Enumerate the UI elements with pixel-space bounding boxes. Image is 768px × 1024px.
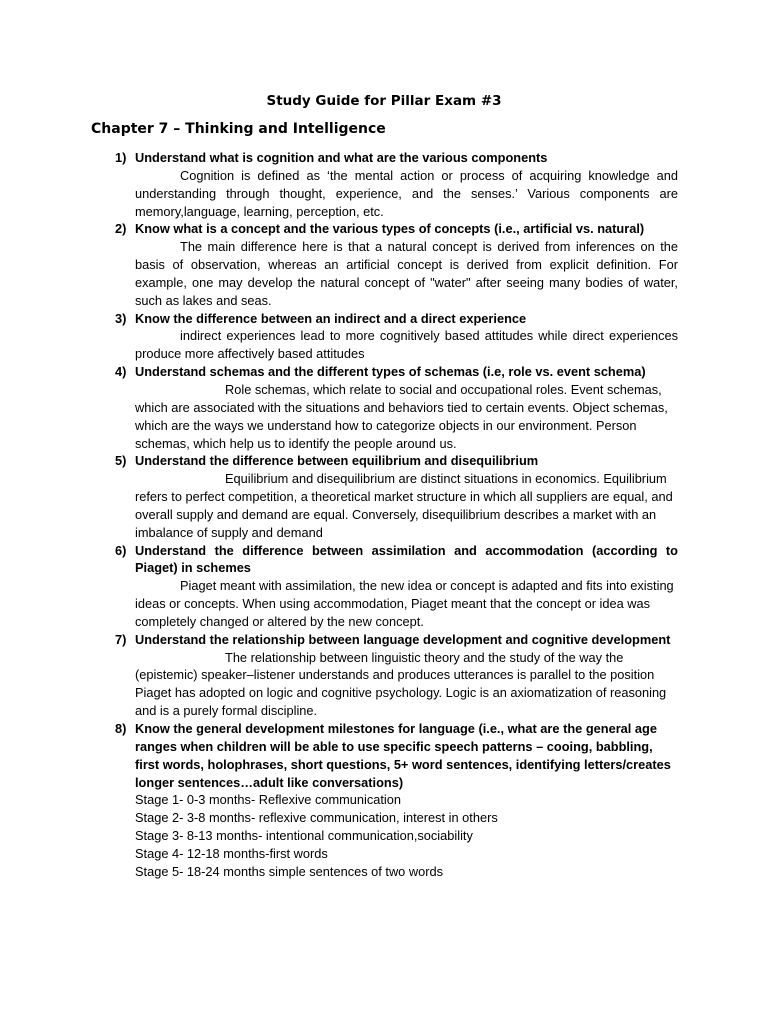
question-text: Understand the difference between assimilation and accommodation (according to Piaget) in schemes — [135, 542, 678, 576]
stage-list — [135, 791, 678, 880]
question-text: Know what is a concept and the various types of concepts (i.e., artificial vs. natural) — [135, 221, 645, 237]
answer-text: Piaget meant with assimilation, the new idea or concept is adapted and fits into existing ideas or concepts. When using accommodation, Piaget meant that the concept or idea was completely changed or altered by the new concept. — [135, 578, 674, 629]
stage-line: Stage 5- 18-24 months simple sentences of two words — [135, 863, 443, 879]
item-number: 7) — [115, 631, 127, 647]
stage-line: Stage 2- 3-8 months- reflexive communication, interest in others — [135, 810, 498, 826]
item-number: 2) — [115, 221, 127, 237]
item-number: 4) — [115, 364, 127, 380]
answer-text: Cognition is defined as ‘the mental action or process of acquiring knowledge and understanding through thought, experience, and the senses.’ Various components are memory,language, learning, perception, etc. — [135, 167, 678, 219]
question-text: Know the general development milestones for language (i.e., what are the general age ranges when children will be able to use specific speech patterns – cooing, babbling, first words, holophrases, short questions, 5+ word sentences, identifying letters/creates longer sentences…adult like conversations) — [135, 721, 671, 790]
list-item — [88, 542, 678, 631]
list-item — [88, 452, 678, 541]
list-item — [88, 631, 678, 720]
document-title: Study Guide for Pillar Exam #3 — [266, 93, 502, 109]
item-number: 6) — [115, 542, 127, 558]
question-text: Understand the relationship between language development and cognitive development — [135, 631, 671, 647]
list-item — [88, 720, 678, 881]
stage-line: Stage 4- 12-18 months-first words — [135, 845, 328, 861]
item-number: 1) — [115, 150, 127, 165]
list-item — [88, 220, 678, 309]
stage-line: Stage 1- 0-3 months- Reflexive communication — [135, 792, 402, 808]
question-text: Know the difference between an indirect and a direct experience — [135, 310, 527, 326]
chapter-heading: Chapter 7 – Thinking and Intelligence — [91, 121, 386, 137]
list-item — [88, 363, 678, 452]
answer-text: Equilibrium and disequilibrium are distinct situations in economics. Equilibrium refers to perfect competition, a theoretical market structure in which all suppliers are equal, and overall supply and demand are equal. Conversely, disequilibrium describes a market with an imbalance of supply and demand — [135, 471, 673, 540]
answer-text: Role schemas, which relate to social and occupational roles. Event schemas, which are associated with the situations and behaviors tied to certain events. Object schemas, which are the ways we understand how to categorize objects in our environment. Person schemas, which help us to identify the people around us. — [135, 381, 668, 451]
answer-text: The relationship between linguistic theory and the study of the way the (epistemic) speaker–listener understands and produces utterances is parallel to the position Piaget has adopted on logic and cognitive psychology. Logic is an axiomatization of reasoning and is a purely formal discipline. — [135, 649, 667, 719]
item-number: 3) — [115, 310, 127, 326]
question-text: Understand the difference between equilibrium and disequilibrium — [135, 453, 539, 469]
answer-text: The main difference here is that a natural concept is derived from inferences on the basis of observation, whereas an artificial concept is derived from explicit definition. For example, one may develop the natural concept of "water" after seeing many bodies of water, such as lakes and seas. — [135, 239, 678, 308]
item-number: 5) — [115, 453, 127, 469]
question-text: Understand schemas and the different types of schemas (i.e, role vs. event schema) — [135, 364, 646, 380]
list-item — [88, 149, 678, 220]
stage-line: Stage 3- 8-13 months- intentional communication,sociability — [135, 828, 473, 844]
question-list — [88, 149, 678, 881]
list-item — [88, 310, 678, 364]
question-text: Understand what is cognition and what are the various components — [135, 150, 548, 165]
answer-text: indirect experiences lead to more cognitively based attitudes while direct experiences produce more affectively based attitudes — [135, 328, 678, 362]
item-number: 8) — [115, 721, 127, 736]
